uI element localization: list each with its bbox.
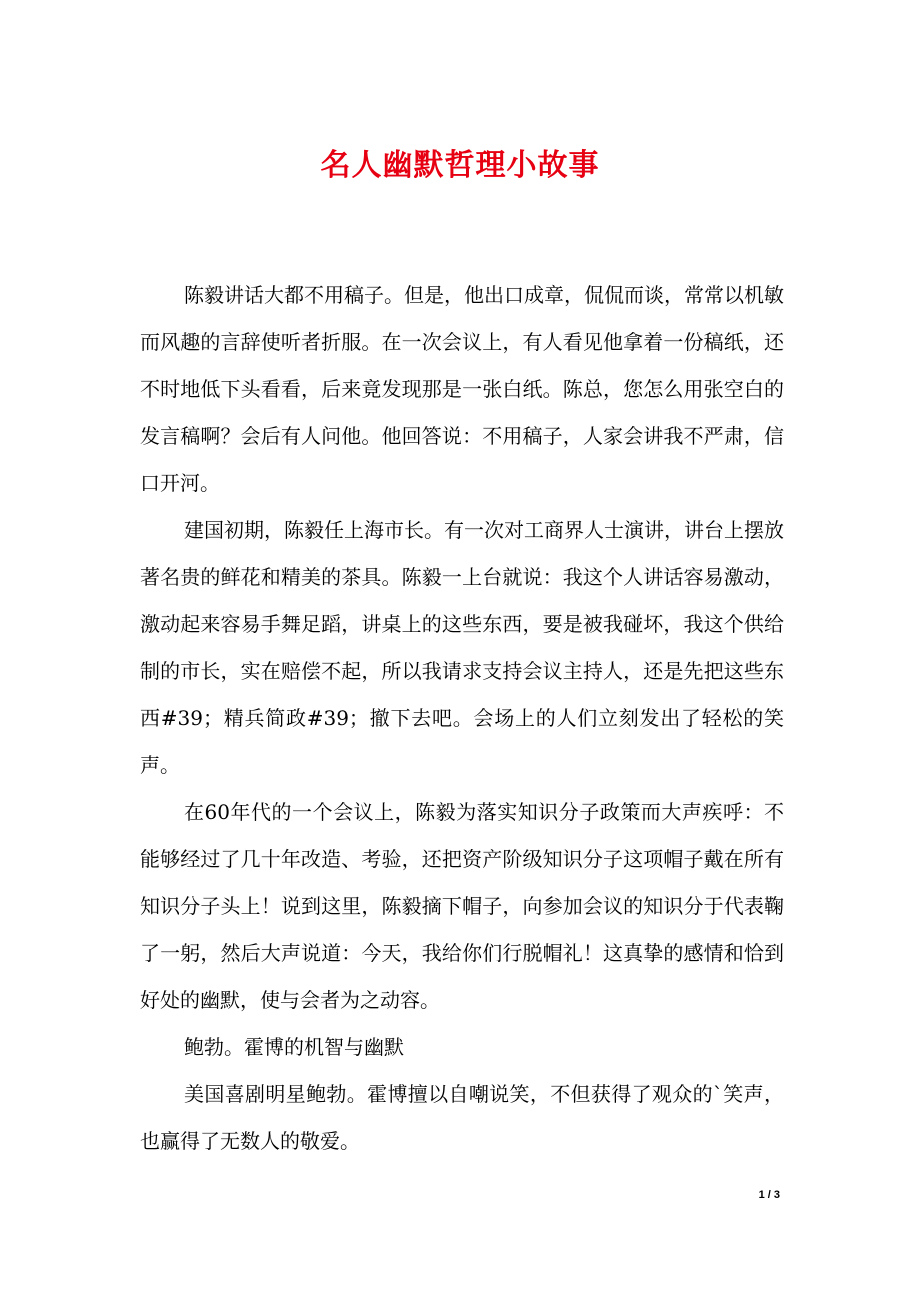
document-body [140, 272, 784, 1165]
document-title: 名人幽默哲理小故事 [320, 148, 600, 183]
paragraph-2: 建国初期，陈毅任上海市长。有一次对工商界人士演讲，讲台上摆放著名贵的鲜花和精美的茶具。陈毅一上台就说：我这个人讲话容易激动，激动起来容易手舞足蹈，讲桌上的这些东西，要是被我碰坏，我这个供给制的市长，实在赔偿不起，所以我请求支持会议主持人，还是先把这些东西#39；精兵简政#39；撤下去吧。会场上的人们立刻发出了轻松的笑声。 [140, 518, 784, 777]
paragraph-3: 在60年代的一个会议上，陈毅为落实知识分子政策而大声疾呼：不能够经过了几十年改造、考验，还把资产阶级知识分子这项帽子戴在所有知识分子头上！说到这里，陈毅摘下帽子，向参加会议的知识分于代表鞠了一躬，然后大声说道：今天，我给你们行脱帽礼！这真挚的感情和恰到好处的幽默，使与会者为之动容。 [140, 800, 784, 1012]
paragraph-4: 美国喜剧明星鲍勃。霍博擅以自嘲说笑，不但获得了观众的`笑声，也赢得了无数人的敬爱。 [140, 1082, 784, 1153]
page-number: 1 / 3 [758, 1189, 780, 1201]
paragraph-1: 陈毅讲话大都不用稿子。但是，他出口成章，侃侃而谈，常常以机敏而风趣的言辞使听者折服。在一次会议上，有人看见他拿着一份稿纸，还不时地低下头看看，后来竟发现那是一张白纸。陈总，您怎么用张空白的发言稿啊？会后有人问他。他回答说：不用稿子，人家会讲我不严肃，信口开河。 [140, 283, 784, 495]
section-heading: 鲍勃。霍博的机智与幽默 [184, 1035, 404, 1059]
